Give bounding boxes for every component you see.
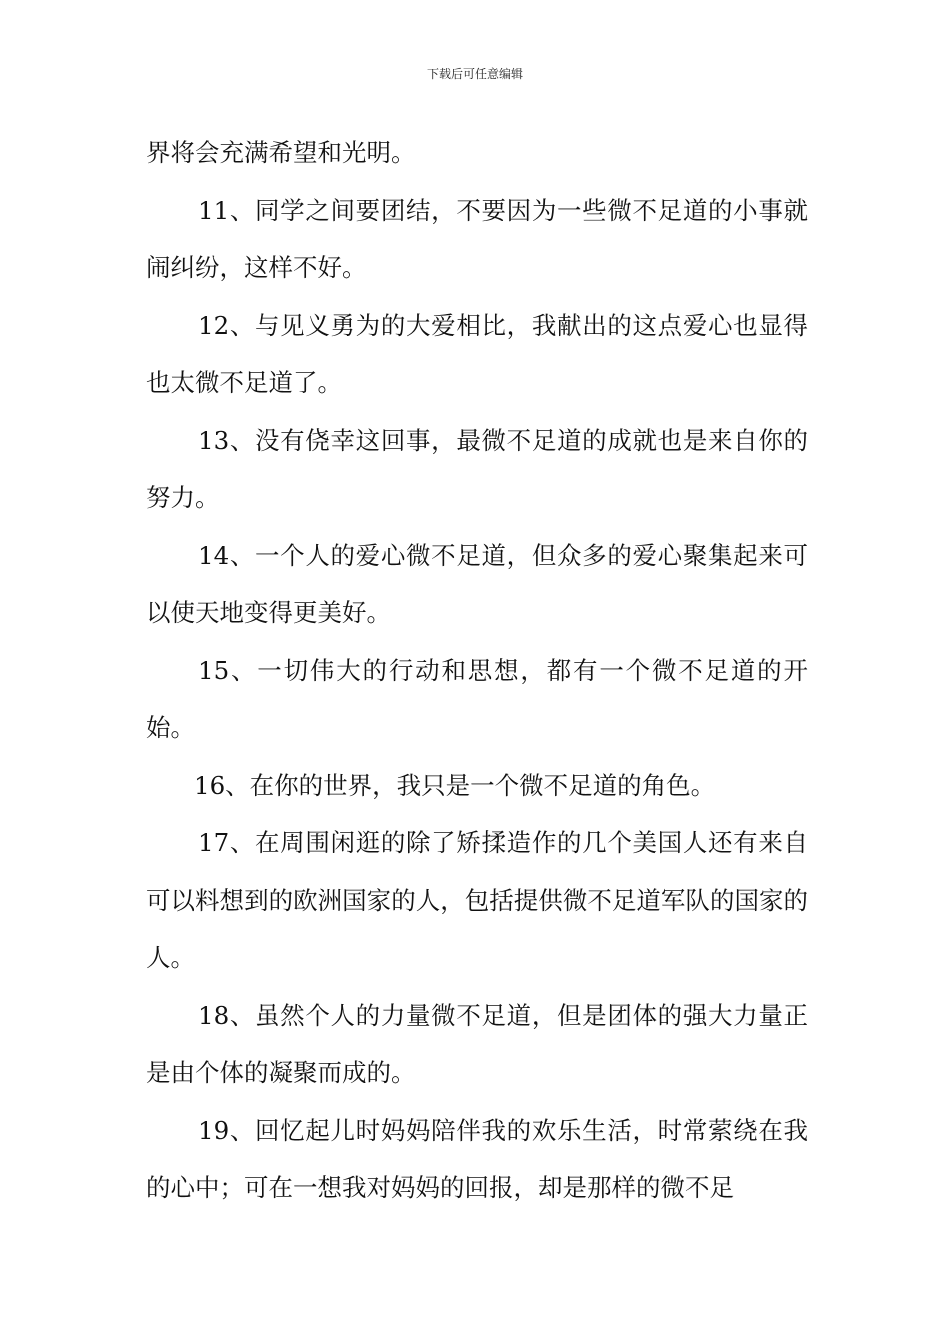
paragraph-item-17: 17、在周围闲逛的除了矫揉造作的几个美国人还有来自可以料想到的欧洲国家的人，包括提供微不足道军队的国家的人。 xyxy=(146,828,808,972)
paragraph-item-12: 12、与见义勇为的大爱相比，我献出的这点爱心也显得也太微不足道了。 xyxy=(146,310,808,397)
paragraph-item-18: 18、虽然个人的力量微不足道，但是团体的强大力量正是由个体的凝聚而成的。 xyxy=(146,1000,808,1087)
page-header: 下载后可任意编辑 xyxy=(426,67,523,81)
paragraph-item-11: 11、同学之间要团结，不要因为一些微不足道的小事就闹纠纷，这样不好。 xyxy=(146,195,808,282)
paragraph-continuation: 界将会充满希望和光明。 xyxy=(146,138,416,167)
paragraph-item-16: 16、在你的世界，我只是一个微不足道的角色。 xyxy=(194,770,716,800)
paragraph-item-13: 13、没有侥幸这回事，最微不足道的成就也是来自你的努力。 xyxy=(146,425,808,512)
paragraph-item-19: 19、回忆起儿时妈妈陪伴我的欢乐生活，时常萦绕在我的心中；可在一想我对妈妈的回报，却是那样的微不足 xyxy=(146,1115,808,1202)
paragraph-item-14: 14、一个人的爱心微不足道，但众多的爱心聚集起来可以使天地变得更美好。 xyxy=(146,540,808,627)
document-body xyxy=(146,124,808,1217)
paragraph-item-15: 15、一切伟大的行动和思想，都有一个微不足道的开始。 xyxy=(146,655,808,742)
